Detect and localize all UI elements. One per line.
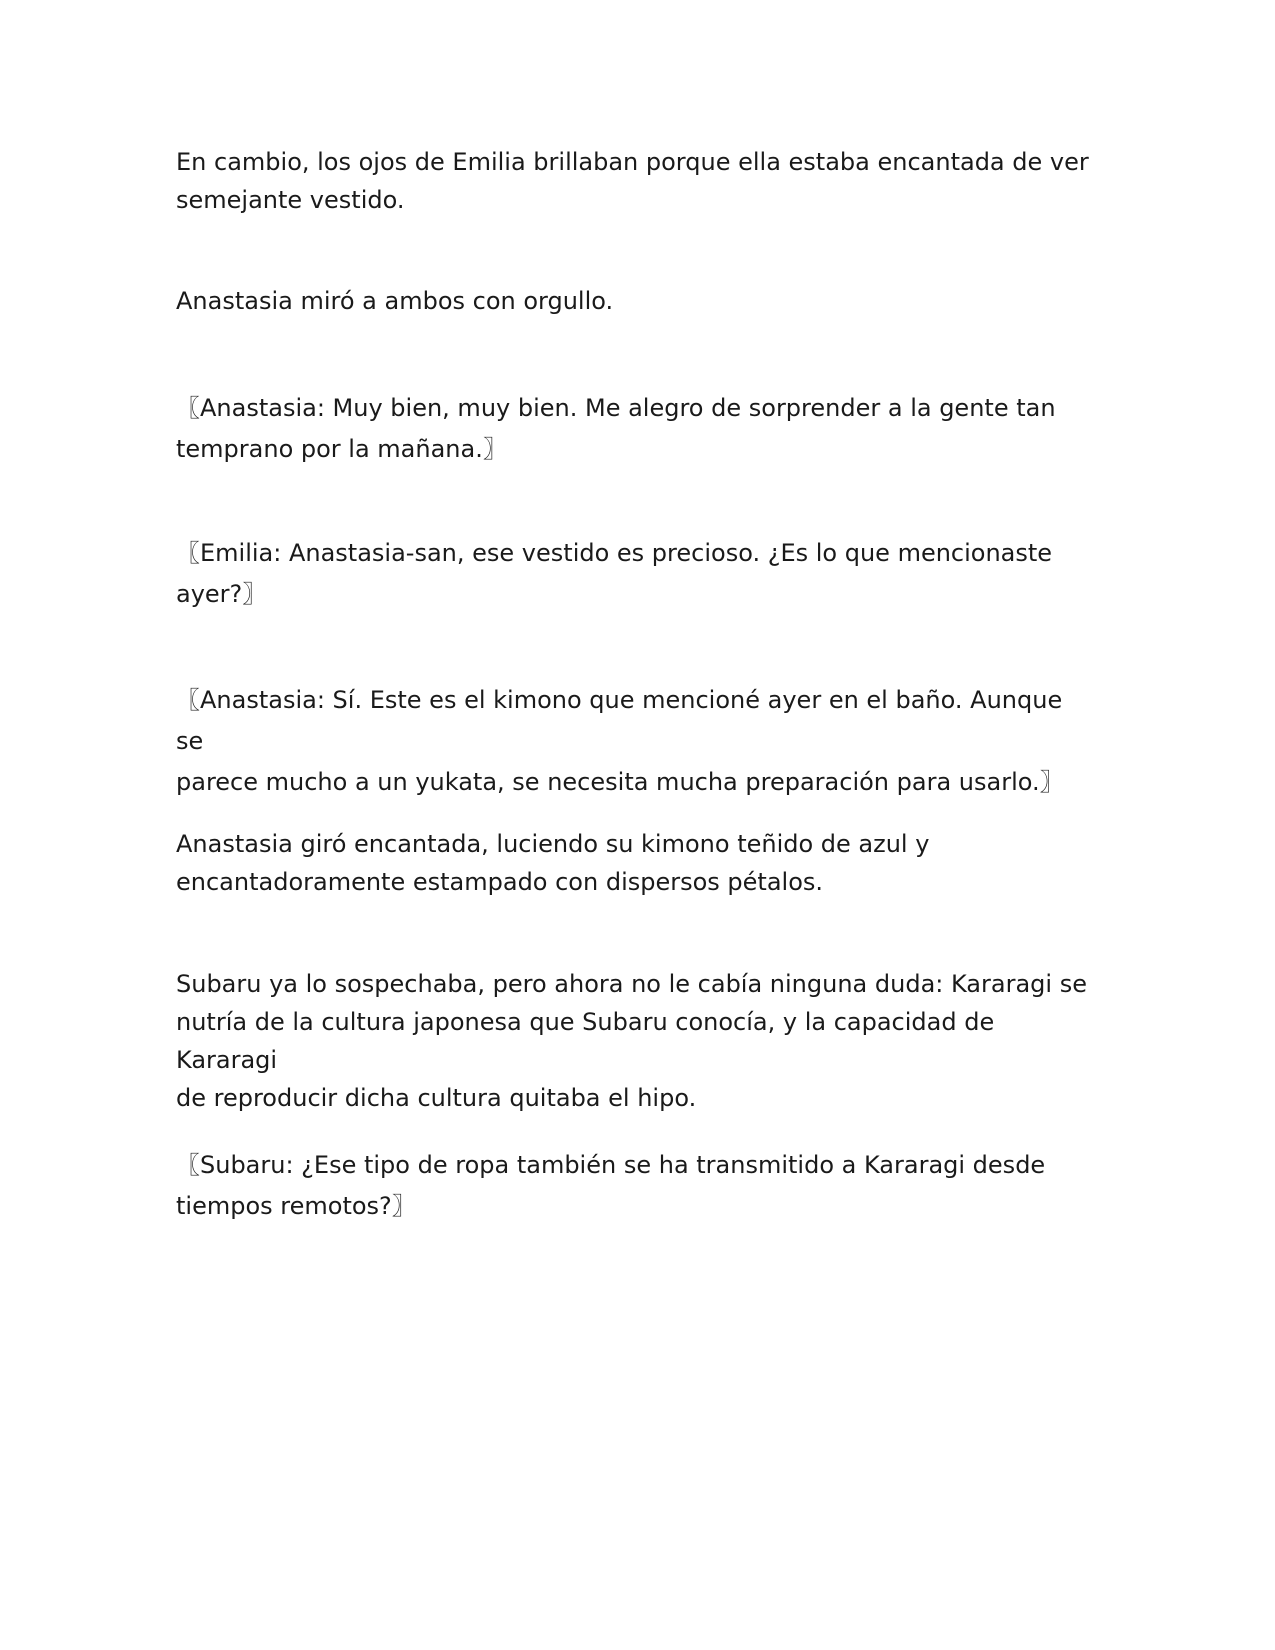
paragraph-dialogue: 〖Subaru: ¿Ese tipo de ropa también se ha transmitido a Kararagi desde tiempos remotos?〗 <box>176 1151 1046 1220</box>
paragraph-narration: Anastasia giró encantada, luciendo su kimono teñido de azul y encantadoramente estampado con dispersos pétalos. <box>176 830 930 896</box>
paragraph-narration: Subaru ya lo sospechaba, pero ahora no le cabía ninguna duda: Kararagi se nutría de la cultura japonesa que Subaru conocía, y la capacidad de Kararagi de reproducir dicha cultura quitaba el hipo. <box>176 970 1087 1112</box>
paragraph-narration: En cambio, los ojos de Emilia brillaban porque ella estaba encantada de ver semejante vestido. <box>176 148 1089 214</box>
paragraph-dialogue: 〖Emilia: Anastasia-san, ese vestido es precioso. ¿Es lo que mencionaste ayer?〗 <box>176 539 1053 608</box>
paragraph-dialogue: 〖Anastasia: Muy bien, muy bien. Me alegro de sorprender a la gente tan temprano por la mañana.〗 <box>176 394 1056 463</box>
paragraph-dialogue: 〖Anastasia: Sí. Este es el kimono que mencioné ayer en el baño. Aunque se parece mucho a un yukata, se necesita mucha preparación para usarlo.〗 <box>176 686 1064 796</box>
paragraph-narration: Anastasia miró a ambos con orgullo. <box>176 287 614 315</box>
